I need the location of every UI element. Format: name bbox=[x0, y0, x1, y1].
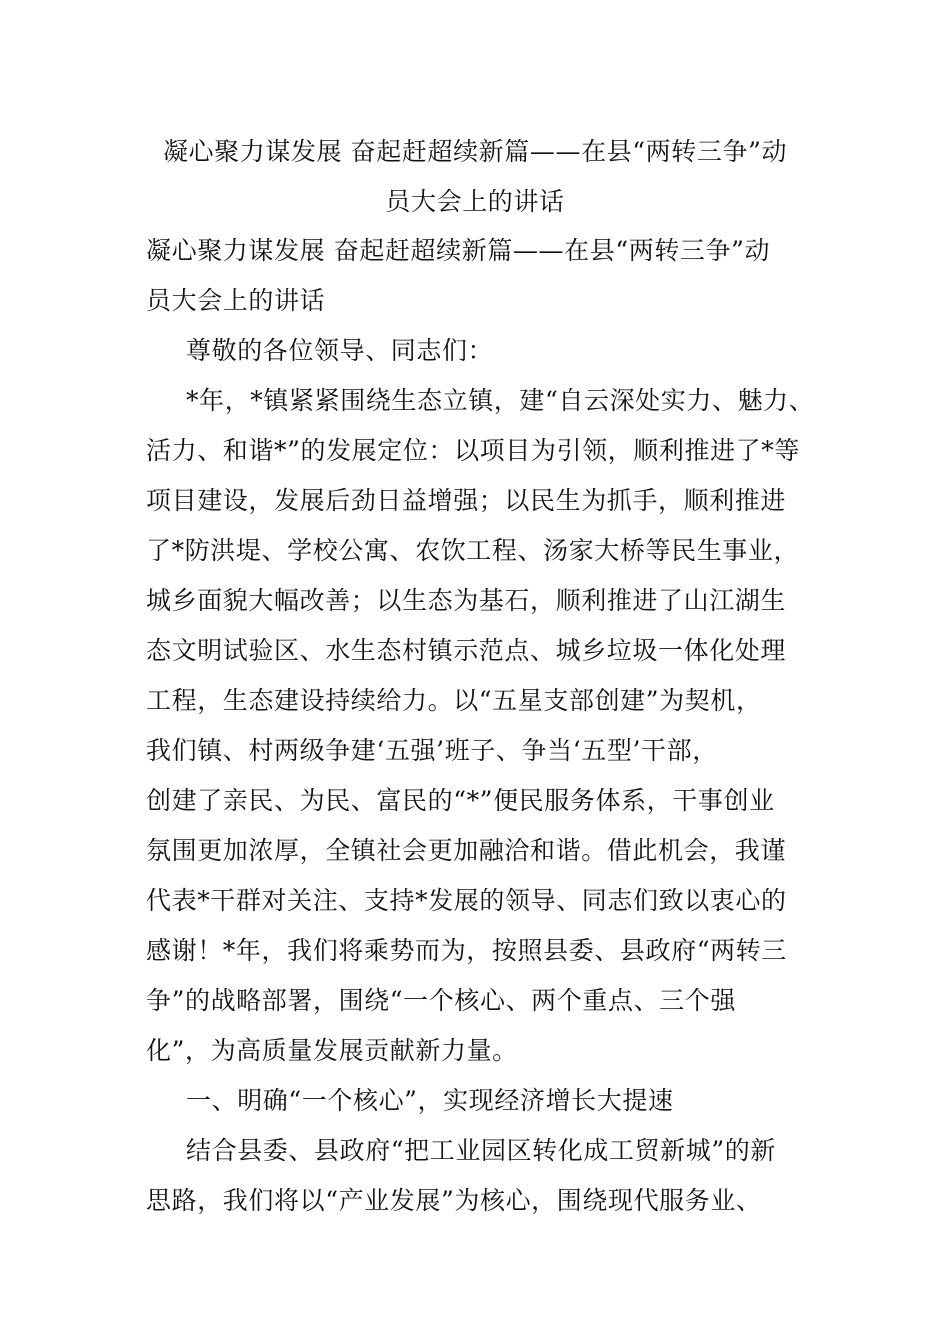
paragraph-1-line: 我们镇、村两级争建‘五强’班子、争当‘五型’干部， bbox=[146, 736, 718, 765]
document-subtitle-line-2: 员大会上的讲话 bbox=[146, 286, 326, 315]
section-1-heading: 一、明确“一个核心”，实现经济增长大提速 bbox=[186, 1086, 674, 1115]
document-title-line-1: 凝心聚力谋发展 奋起赶超续新篇——在县“两转三争”动 bbox=[162, 137, 788, 166]
document-subtitle-line-1: 凝心聚力谋发展 奋起赶超续新篇——在县“两转三争”动 bbox=[146, 236, 771, 265]
document-title-line-2: 员大会上的讲话 bbox=[385, 187, 565, 216]
paragraph-1-line: 争”的战略部署，围绕“一个核心、两个重点、三个强 bbox=[146, 986, 736, 1015]
paragraph-2-line: 结合县委、县政府“把工业园区转化成工贸新城”的新 bbox=[186, 1136, 776, 1165]
paragraph-1-line: 城乡面貌大幅改善；以生态为基石，顺利推进了山江湖生 bbox=[146, 586, 787, 615]
paragraph-1-line: 工程，生态建设持续给力。以“五星支部创建”为契机， bbox=[146, 686, 762, 715]
paragraph-1-line: 氛围更加浓厚，全镇社会更加融洽和谐。借此机会，我谨 bbox=[146, 836, 787, 865]
greeting: 尊敬的各位领导、同志们： bbox=[186, 336, 494, 365]
paragraph-1-line: 代表*干群对关注、支持*发展的领导、同志们致以衷心的 bbox=[146, 886, 787, 915]
paragraph-1-line: 了*防洪堤、学校公寓、农饮工程、汤家大桥等民生事业， bbox=[146, 536, 800, 565]
paragraph-1-line: 创建了亲民、为民、富民的“*”便民服务体系，干事创业 bbox=[146, 786, 775, 815]
paragraph-1-line: 项目建设，发展后劲日益增强；以民生为抓手，顺利推进 bbox=[146, 486, 787, 515]
paragraph-1-line: *年，*镇紧紧围绕生态立镇，建“自云深处实力、魅力、 bbox=[186, 386, 815, 415]
paragraph-1-line: 活力、和谐*”的发展定位：以项目为引领，顺利推进了*等 bbox=[146, 436, 800, 465]
paragraph-1-line: 化”，为高质量发展贡献新力量。 bbox=[146, 1036, 518, 1065]
paragraph-1-line: 态文明试验区、水生态村镇示范点、城乡垃圾一体化处理 bbox=[146, 636, 787, 665]
paragraph-2-line: 思路，我们将以“产业发展”为核心，围绕现代服务业、 bbox=[146, 1186, 762, 1215]
paragraph-1-line: 感谢！*年，我们将乘势而为，按照县委、县政府“两转三 bbox=[146, 936, 787, 965]
